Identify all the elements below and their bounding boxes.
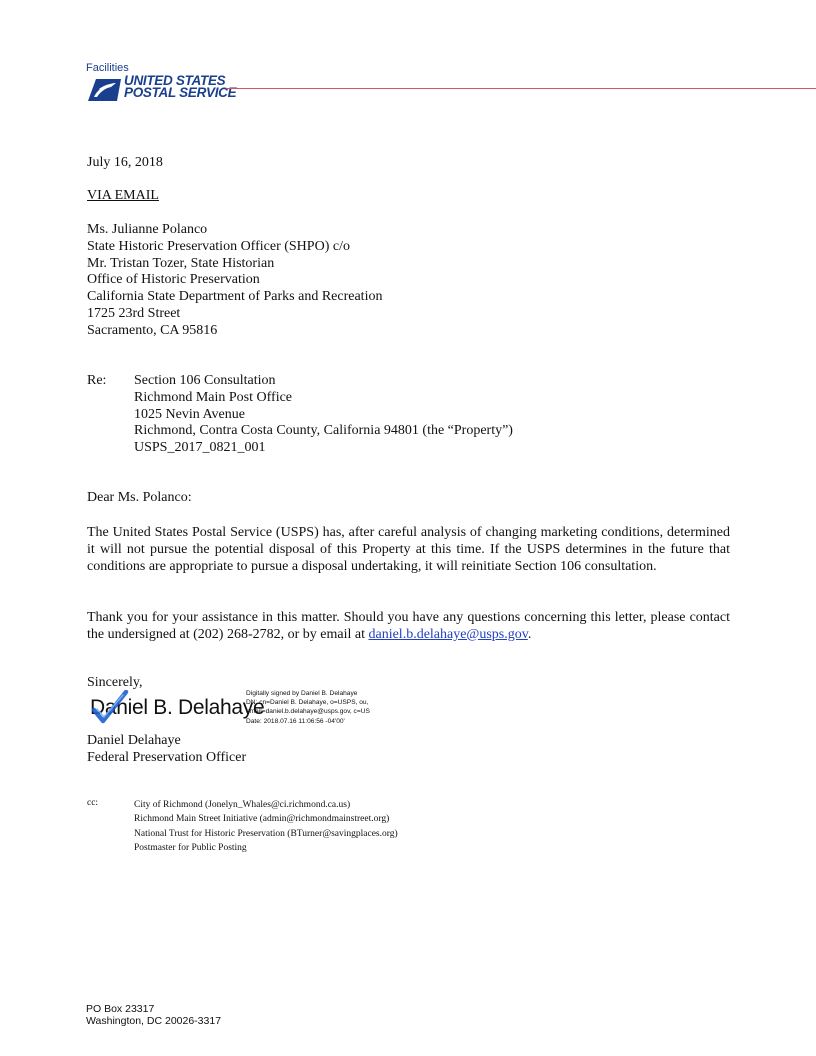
subject-block [134, 373, 513, 457]
footer-line: PO Box 23317 [86, 1003, 155, 1015]
subject-line: Section 106 Consultation [134, 373, 276, 388]
re-label: Re: [87, 373, 107, 388]
usps-wordmark [124, 75, 236, 99]
cc-item: City of Richmond (Jonelyn_Whales@ci.richmond.ca.us) [134, 800, 351, 810]
signature-detail-line: Date: 2018.07.16 11:06:56 -04'00' [246, 717, 345, 725]
digital-signature[interactable] [90, 690, 420, 730]
recipient-address [87, 222, 382, 340]
eagle-icon [86, 76, 122, 102]
cc-list [134, 798, 398, 856]
closing: Sincerely, [87, 675, 143, 690]
address-line: Sacramento, CA 95816 [87, 322, 218, 338]
footer-address [86, 1003, 221, 1027]
body-paragraph-2 [87, 610, 730, 644]
address-line: 1725 23rd Street [87, 305, 181, 321]
wordmark-line-1: UNITED STATES [124, 73, 226, 88]
email-link[interactable]: daniel.b.delahaye@usps.gov [368, 626, 528, 642]
delivery-method: VIA EMAIL [87, 188, 159, 203]
subject-line: USPS_2017_0821_001 [134, 440, 266, 456]
subject-line: Richmond Main Post Office [134, 389, 293, 405]
signature-detail-line: DN: cn=Daniel B. Delahaye, o=USPS, ou, [246, 699, 369, 707]
signature-details [246, 689, 370, 726]
footer-line: Washington, DC 20026-3317 [86, 1015, 222, 1027]
letter-date: July 16, 2018 [87, 155, 163, 170]
address-line: California State Department of Parks and Recreation [87, 289, 383, 305]
cc-item: Richmond Main Street Initiative (admin@richmondmainstreet.org) [134, 814, 390, 825]
header-rule [226, 88, 816, 89]
subject-line: Richmond, Contra Costa County, California 94801 (the “Property”) [134, 423, 513, 439]
signer-title: Federal Preservation Officer [87, 749, 247, 765]
address-line: Ms. Julianne Polanco [87, 222, 208, 237]
paragraph-2-text: Thank you for your assistance in this matter. Should you have any questions concerning this letter, please contact the undersigned at (202) 268-2782, or by email at [87, 610, 730, 642]
cc-item: Postmaster for Public Posting [134, 843, 247, 854]
signature-detail-line: Digitally signed by Daniel B. Delahaye [246, 690, 358, 697]
signer-name: Daniel Delahaye [87, 733, 181, 748]
signature-detail-line: email=daniel.b.delahaye@usps.gov, c=US [246, 708, 370, 716]
paragraph-2-end: . [527, 626, 532, 642]
cc-item: National Trust for Historic Preservation (BTurner@savingplaces.org) [134, 828, 398, 839]
signature-check-icon [90, 690, 130, 726]
address-line: State Historic Preservation Officer (SHPO) c/o [87, 238, 350, 254]
salutation: Dear Ms. Polanco: [87, 490, 192, 505]
department-label: Facilities [86, 62, 129, 74]
signature-name: Daniel B. Delahaye [90, 696, 265, 719]
subject-line: 1025 Nevin Avenue [134, 406, 245, 422]
cc-label: cc: [87, 798, 99, 808]
signer-block [87, 733, 246, 767]
letterhead [86, 60, 816, 104]
address-line: Office of Historic Preservation [87, 272, 260, 288]
wordmark-line-2: POSTAL SERVICE [124, 85, 237, 100]
body-paragraph-1: The United States Postal Service (USPS) has, after careful analysis of changing marketing conditions, determined it will not pursue the potential disposal of this Property at this time. If the USPS determines in the future that conditions are appropriate to pursue a disposal undertaking, it will reinitiate Section 106 consultation. [87, 525, 730, 574]
address-line: Mr. Tristan Tozer, State Historian [87, 255, 275, 271]
